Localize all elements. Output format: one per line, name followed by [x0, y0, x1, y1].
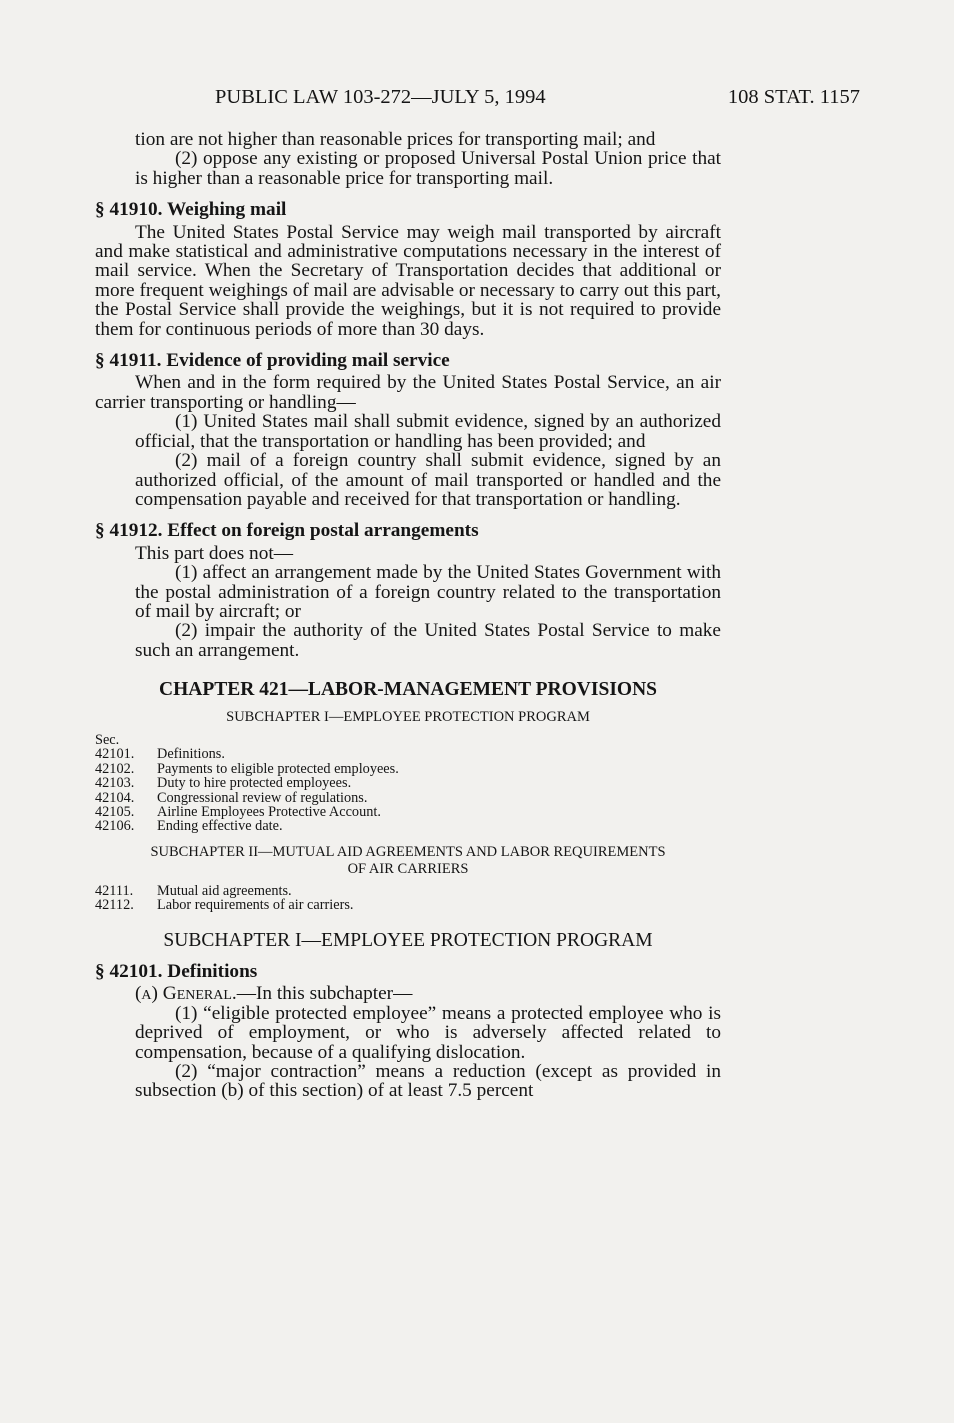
subchapter-1-heading: SUBCHAPTER I—EMPLOYEE PROTECTION PROGRAM [163, 929, 653, 951]
section-42101-clause-1: (1) “eligible protected employee” means a protected employee who is deprived of employment, or who is adversely affected related to compensation, because of a qualifying dislocation. [135, 1002, 721, 1063]
section-41912-heading: § 41912. Effect on foreign postal arrangements [95, 520, 479, 542]
body-text [95, 130, 721, 1101]
section-41911-heading: § 41911. Evidence of providing mail service [95, 350, 450, 372]
toc-number: 42111. [95, 882, 134, 899]
toc-number: 42102. [95, 760, 135, 777]
toc-title: Payments to eligible protected employees. [157, 760, 399, 777]
section-41910-heading: § 41910. Weighing mail [95, 199, 287, 221]
toc-title: Mutual aid agreements. [157, 882, 292, 899]
toc-row [95, 884, 721, 898]
section-41912-clause-2: (2) impair the authority of the United States Postal Service to make such an arrangement. [135, 620, 721, 661]
toc-title: Ending effective date. [157, 818, 283, 835]
toc-number: 42112. [95, 897, 134, 914]
toc-row [95, 747, 721, 761]
chapter-421-heading: CHAPTER 421—LABOR-MANAGEMENT PROVISIONS [158, 679, 657, 701]
subchapter-1-toc-heading: SUBCHAPTER I—EMPLOYEE PROTECTION PROGRAM [226, 708, 590, 725]
toc-subchapter-1 [95, 733, 721, 834]
section-42101-subsection-a [95, 984, 721, 1003]
section-41911-intro: When and in the form required by the United States Postal Service, an air carrier transporting or handling— [95, 372, 721, 413]
toc-sec-label: Sec. [95, 731, 120, 748]
running-head [95, 82, 860, 112]
section-42101-heading: § 42101. Definitions [95, 961, 258, 983]
toc-number: 42101. [95, 746, 135, 763]
section-41911-clause-1: (1) United States mail shall submit evidence, signed by an authorized official, that the transportation or handling has been provided; and [135, 411, 721, 452]
toc-title: Definitions. [157, 746, 225, 763]
section-41912-intro: This part does not— [135, 542, 293, 564]
toc-row [95, 898, 721, 912]
toc-title: Airline Employees Protective Account. [157, 804, 381, 820]
subsection-a-text: —In this subchapter— [236, 983, 413, 1005]
toc-row [95, 819, 721, 833]
toc-number: 42103. [95, 775, 135, 792]
subchapter-2-toc-heading-line-1: SUBCHAPTER II—MUTUAL AID AGREEMENTS AND LABOR REQUIREMENTS [150, 843, 666, 860]
section-41911-clause-2: (2) mail of a foreign country shall submit evidence, signed by an authorized official, of the amount of mail transported or handled and the compensation payable and received for that transportation or handling. [135, 450, 721, 510]
section-41910-text: The United States Postal Service may weigh mail transported by aircraft and make statistical and administrative computations necessary in the interest of mail service. When the Secretary of Transportation decides that additional or more frequent weighings of mail are advisable or necessary to carry out this part, the Postal Service shall provide the weighings, but it is not required to provide them for continuous periods of more than 30 days. [95, 221, 721, 340]
toc-title: Labor requirements of air carriers. [157, 897, 354, 914]
section-42101-clause-2: (2) “major contraction” means a reduction (except as provided in subsection (b) of this section) of at least 7.5 percent [135, 1061, 721, 1102]
toc-number: 42106. [95, 818, 135, 835]
toc-row [95, 791, 721, 805]
toc-row [95, 762, 721, 776]
toc-subchapter-2 [95, 884, 721, 913]
toc-row [95, 776, 721, 790]
toc-row [95, 805, 721, 819]
subsection-a-label: (a) General. [135, 983, 237, 1005]
toc-title: Duty to hire protected employees. [157, 775, 352, 792]
subchapter-2-toc-heading-line-2: OF AIR CARRIERS [347, 860, 469, 877]
toc-title: Congressional review of regulations. [157, 789, 368, 806]
toc-number: 42105. [95, 804, 135, 820]
continuation-paragraph: tion are not higher than reasonable prices for transporting mail; and [135, 129, 656, 150]
page [95, 82, 860, 1101]
section-41912-clause-1: (1) affect an arrangement made by the United States Government with the postal administration of a foreign country related to the transportation of mail by aircraft; or [135, 562, 721, 622]
statute-page: 108 STAT. 1157 [727, 86, 860, 108]
clause-2-oppose: (2) oppose any existing or proposed Universal Postal Union price that is higher than a reasonable price for transporting mail. [135, 148, 721, 189]
toc-number: 42104. [95, 789, 135, 806]
subchapter-2-toc-heading [95, 844, 721, 878]
law-citation: PUBLIC LAW 103-272—JULY 5, 1994 [215, 86, 546, 108]
